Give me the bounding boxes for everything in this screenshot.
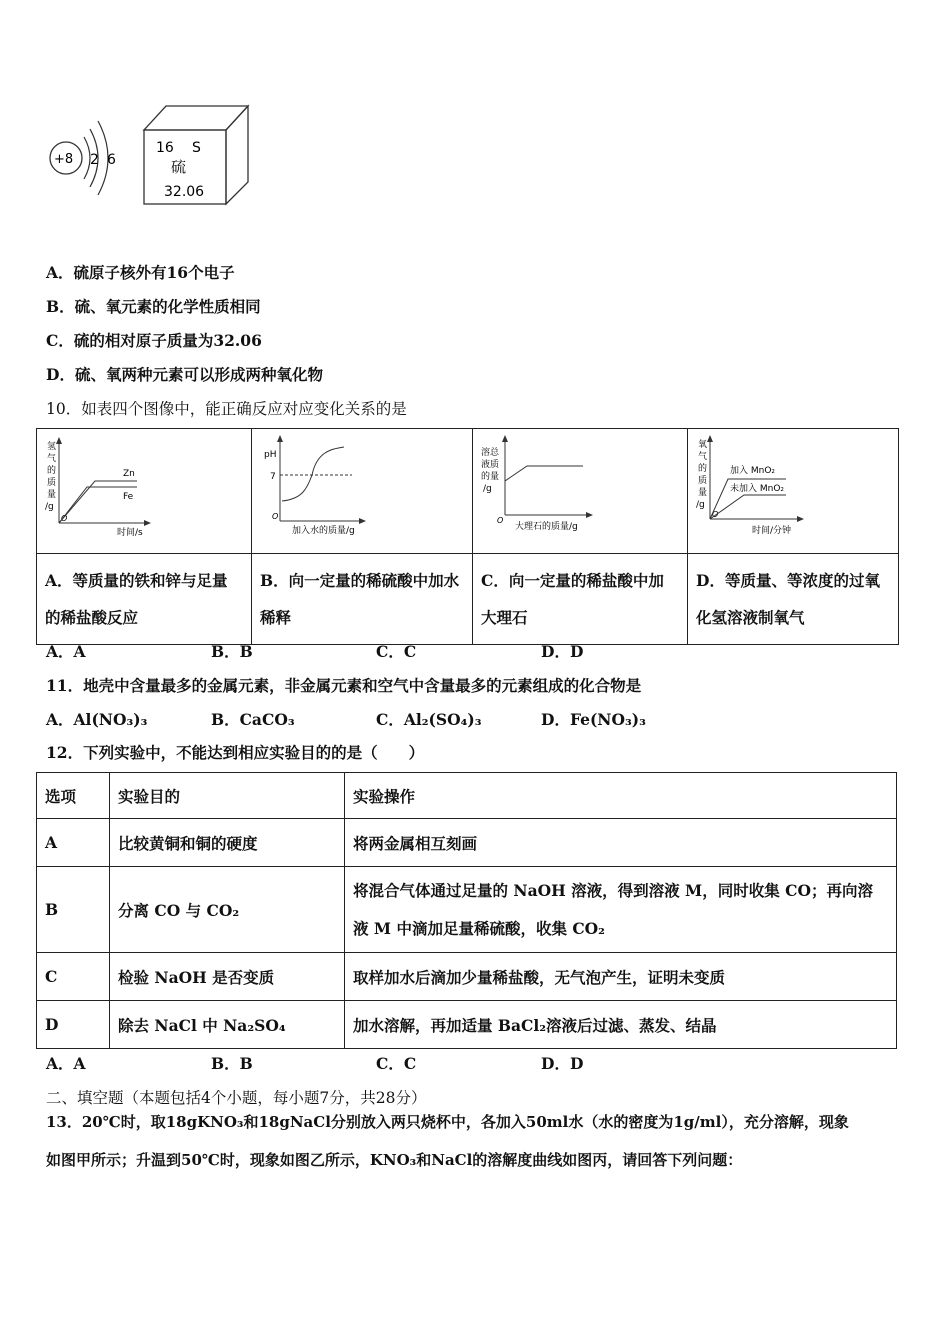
svg-text:O: O [497, 516, 504, 525]
graph-c-caption: C．向一定量的稀盐酸中加大理石 [473, 554, 688, 645]
table-row: B 分离 CO 与 CO₂ 将混合气体通过足量的 NaOH 溶液，得到溶液 M，同时收集 CO；再向溶液 M 中滴加足量稀硫酸，收集 CO₂ [37, 867, 897, 953]
graph-c-cell [473, 429, 688, 554]
graph-b-caption: B．向一定量的稀硫酸中加水稀释 [252, 554, 473, 645]
q9-option-b: B．硫、氧元素的化学性质相同 [46, 297, 261, 316]
q13-line1: 13．20℃时，取18gKNO₃和18gNaCl分别放入两只烧杯中，各加入50ml水（水的密度为1g/ml），充分溶解，现象 [46, 1113, 849, 1131]
q12-header-goal: 实验目的 [110, 773, 345, 819]
svg-text:未加入 MnO₂: 未加入 MnO₂ [730, 484, 785, 494]
q12-answer-a: A．A [46, 1054, 86, 1073]
svg-text:的量: 的量 [481, 472, 500, 482]
svg-text:量: 量 [698, 488, 708, 498]
q11-answer-d: D．Fe(NO₃)₃ [541, 710, 646, 729]
graph-c [473, 429, 687, 549]
svg-text:溶总: 溶总 [481, 448, 500, 458]
svg-text:的: 的 [698, 464, 708, 474]
q10-stem: 10．如表四个图像中，能正确反应对应变化关系的是 [46, 400, 407, 418]
svg-text:氢: 氢 [47, 442, 57, 452]
svg-text:质: 质 [47, 478, 57, 488]
ph-curve [282, 447, 344, 501]
svg-text:气: 气 [698, 452, 708, 462]
svg-text:/g: /g [696, 500, 705, 510]
shell1-electrons: 2 [90, 152, 99, 168]
graph-b [252, 429, 472, 549]
q12-answer-b: B．B [211, 1054, 253, 1073]
svg-text:大理石的质量/g: 大理石的质量/g [515, 522, 578, 532]
svg-text:O: O [61, 514, 68, 523]
svg-text:/g: /g [483, 484, 492, 494]
q12-answers [46, 1052, 706, 1074]
q11-answer-b: B．CaCO₃ [211, 710, 295, 729]
q12-header-operation: 实验操作 [345, 773, 897, 819]
svg-text:Zn: Zn [123, 469, 135, 479]
q12-table [36, 772, 897, 1049]
q10-answers [46, 640, 706, 662]
table-row: A 比较黄铜和铜的硬度 将两金属相互刻画 [37, 819, 897, 867]
q13-line2: 如图甲所示；升温到50℃时，现象如图乙所示，KNO₃和NaCl的溶解度曲线如图丙，请回答下列问题： [46, 1151, 743, 1169]
q12-answer-c: C．C [376, 1054, 417, 1073]
svg-text:质: 质 [698, 476, 708, 486]
q10-answer-d: D．D [541, 642, 584, 661]
q11-stem: 11．地壳中含量最多的金属元素，非金属元素和空气中含量最多的元素组成的化合物是 [46, 676, 642, 695]
svg-text:量: 量 [47, 490, 57, 500]
graph-d [688, 429, 898, 549]
svg-text:液质: 液质 [481, 460, 500, 470]
graph-b-cell [252, 429, 473, 554]
graph-a-cell [37, 429, 252, 554]
q10-answer-c: C．C [376, 642, 417, 661]
solution-mass-line [505, 466, 583, 481]
q9-option-c: C．硫的相对原子质量为32.06 [46, 331, 262, 350]
svg-text:加入水的质量/g: 加入水的质量/g [292, 526, 355, 536]
svg-text:/g: /g [45, 502, 54, 512]
q12-header-option: 选项 [37, 773, 110, 819]
svg-text:7: 7 [270, 472, 276, 482]
q10-answer-a: A．A [46, 642, 86, 661]
atomic-number: 16 [156, 140, 174, 156]
graph-a-caption: A．等质量的铁和锌与足量的稀盐酸反应 [37, 554, 252, 645]
without-mno2-line [710, 495, 786, 519]
graph-d-cell [688, 429, 899, 554]
graph-a [37, 429, 251, 549]
q12-answer-d: D．D [541, 1054, 584, 1073]
svg-text:加入 MnO₂: 加入 MnO₂ [730, 466, 776, 476]
q11-answer-c: C．Al₂(SO₄)₃ [376, 710, 482, 729]
q9-option-a: A．硫原子核外有16个电子 [46, 263, 235, 282]
sulfur-atom-diagram [44, 115, 124, 205]
svg-text:时间/分钟: 时间/分钟 [752, 526, 792, 536]
q12-stem: 12．下列实验中，不能达到相应实验目的的是（ ） [46, 743, 425, 762]
q11-answer-a: A．Al(NO₃)₃ [46, 710, 148, 729]
svg-text:pH: pH [264, 450, 277, 460]
q10-answer-b: B．B [211, 642, 253, 661]
table-row: C 检验 NaOH 是否变质 取样加水后滴加少量稀盐酸，无气泡产生，证明未变质 [37, 953, 897, 1001]
q11-answers [46, 708, 706, 730]
svg-text:时间/s: 时间/s [117, 528, 143, 538]
svg-text:的: 的 [47, 466, 57, 476]
nucleus-charge: +8 [54, 152, 74, 167]
table-row: D 除去 NaCl 中 Na₂SO₄ 加水溶解，再加适量 BaCl₂溶液后过滤、蒸发、结晶 [37, 1001, 897, 1049]
svg-text:Fe: Fe [123, 492, 134, 502]
periodic-element-card [140, 104, 252, 208]
svg-text:O: O [272, 512, 279, 521]
element-name: 硫 [171, 158, 187, 176]
q10-graph-table [36, 428, 899, 645]
svg-text:气: 气 [47, 454, 57, 464]
atomic-mass: 32.06 [164, 184, 205, 200]
graph-d-caption: D．等质量、等浓度的过氧化氢溶液制氧气 [688, 554, 899, 645]
svg-text:O: O [712, 510, 719, 519]
element-symbol: S [192, 140, 201, 156]
svg-text:氧: 氧 [698, 440, 708, 450]
shell2-electrons: 6 [107, 152, 116, 168]
q9-option-d: D．硫、氧两种元素可以形成两种氧化物 [46, 365, 323, 384]
section-2-heading: 二、填空题（本题包括4个小题，每小题7分，共28分） [46, 1089, 427, 1107]
